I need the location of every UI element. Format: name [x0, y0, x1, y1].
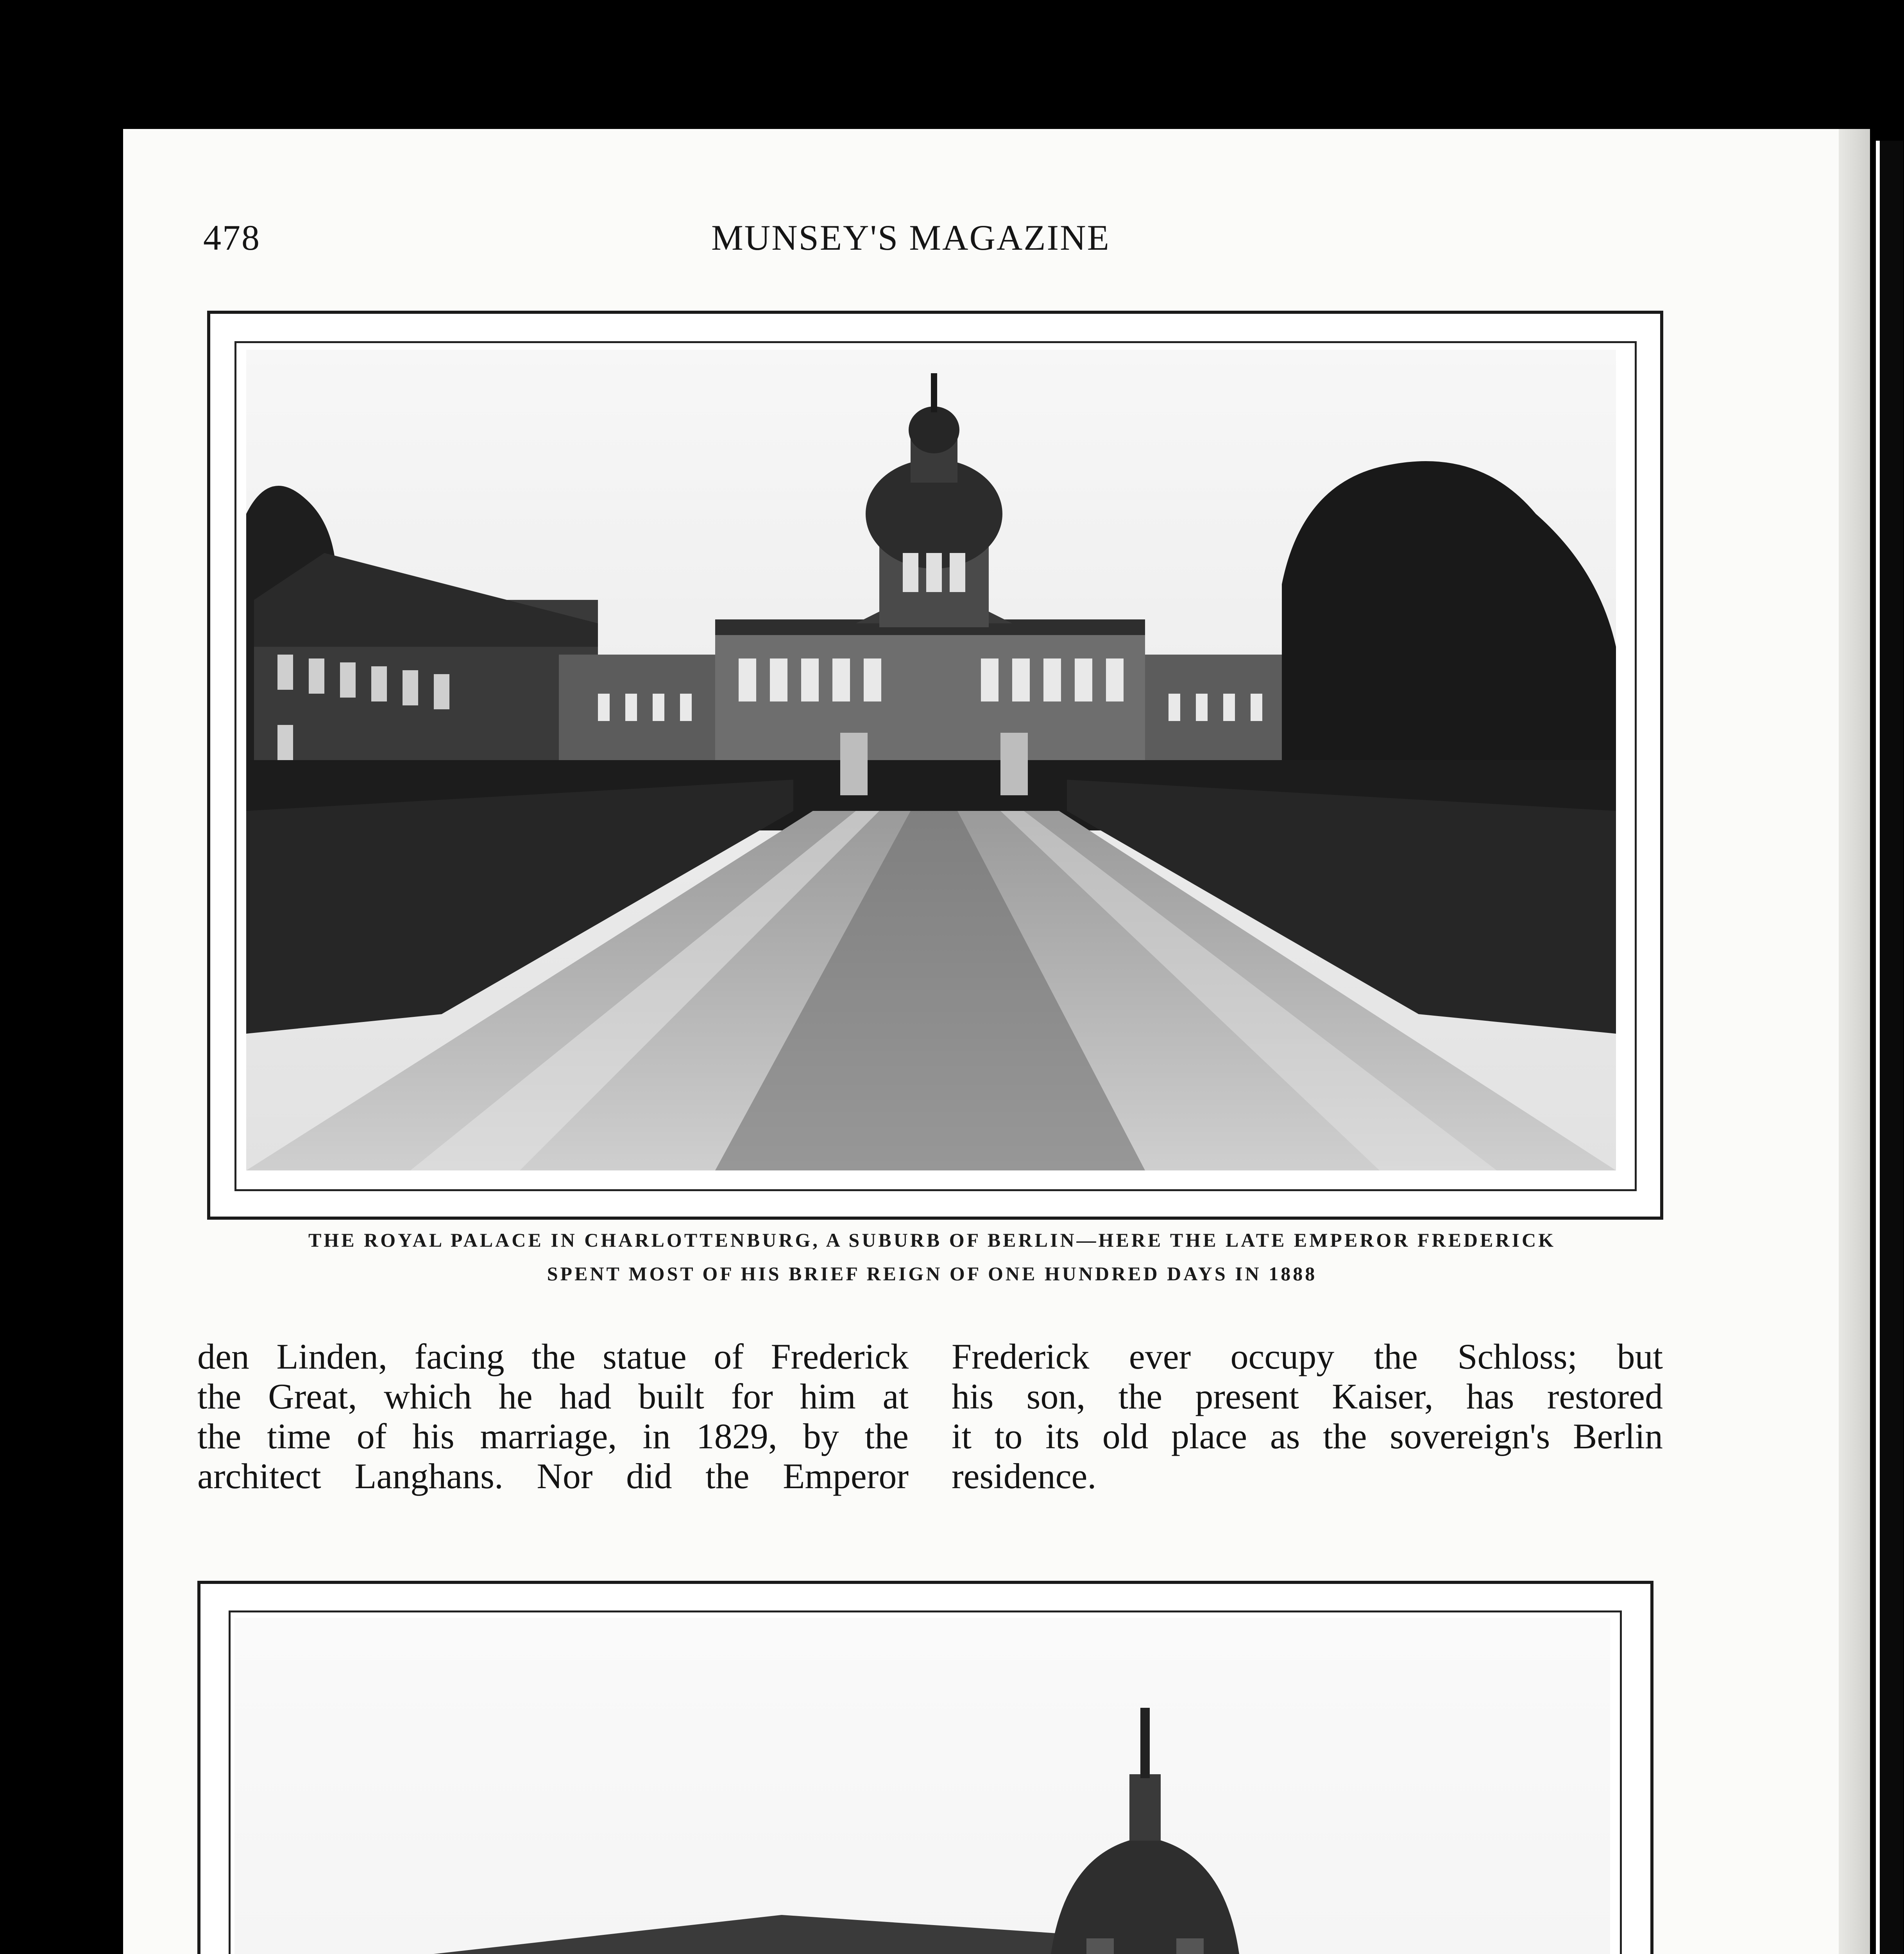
- text-line: the time of his marriage, in 1829, by the: [197, 1416, 909, 1456]
- text-line: his son, the present Kaiser, has restored: [952, 1376, 1663, 1416]
- text-line: residence.: [952, 1456, 1097, 1496]
- caption-line: THE ROYAL PALACE IN CHARLOTTENBURG, A SUBURB OF BERLIN—HERE THE LATE EMPEROR FREDERICK: [308, 1229, 1556, 1251]
- text-line: den Linden, facing the statue of Frederick: [197, 1337, 909, 1376]
- body-column-right: [952, 1337, 1663, 1496]
- body-column-left: [197, 1337, 909, 1496]
- photo-strassburg-palace: [234, 1618, 1610, 1954]
- binding-shadow: [1876, 141, 1903, 1954]
- figure-caption-charlottenburg: [156, 1223, 1708, 1290]
- page-number: 478: [203, 218, 261, 258]
- caption-line: SPENT MOST OF HIS BRIEF REIGN OF ONE HUNDRED DAYS IN 1888: [547, 1263, 1317, 1285]
- text-line: the Great, which he had built for him at: [197, 1376, 909, 1416]
- text-line: Frederick ever occupy the Schloss; but: [952, 1337, 1663, 1376]
- photo-charlottenburg-palace: [246, 350, 1616, 1170]
- magazine-title: MUNSEY'S MAGAZINE: [711, 218, 1110, 258]
- text-line: it to its old place as the sovereign's Berlin: [952, 1416, 1663, 1456]
- page-edge: [1839, 129, 1870, 1954]
- text-line: architect Langhans. Nor did the Emperor: [197, 1456, 909, 1496]
